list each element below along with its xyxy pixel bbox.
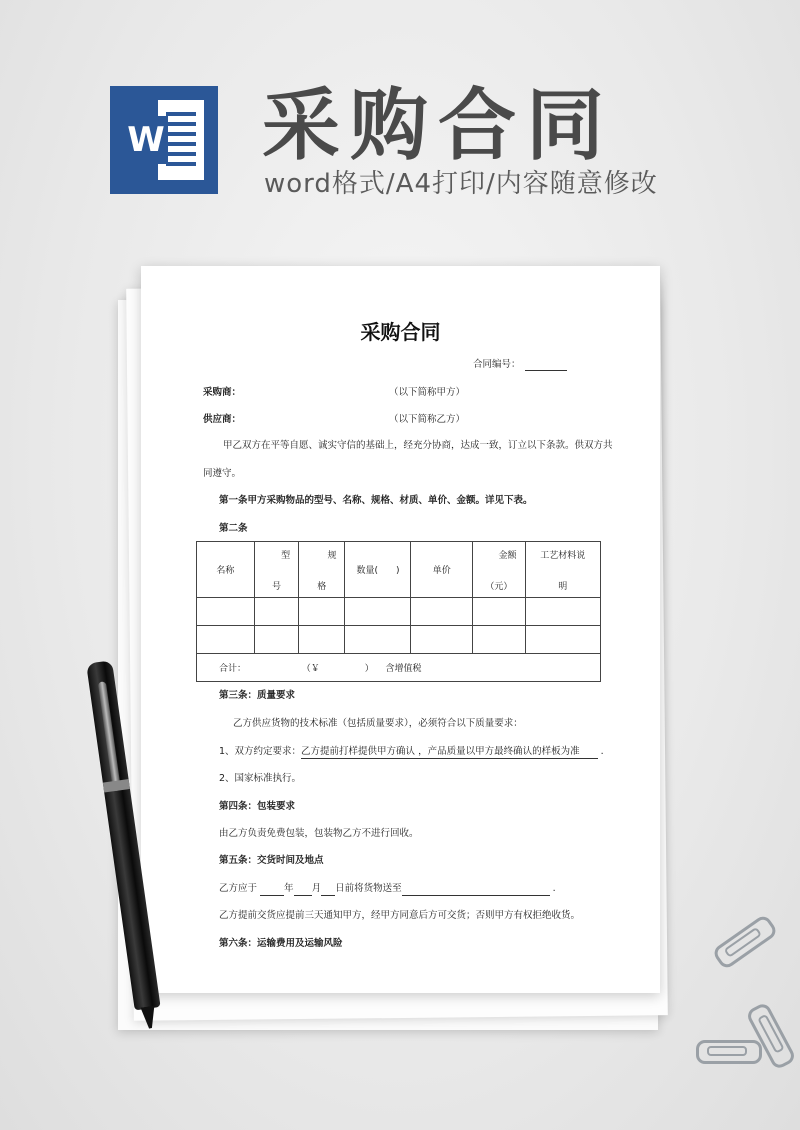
logo-letter: W [124, 116, 168, 164]
article-3-text: 乙方供应货物的技术标准（包括质量要求），必须符合以下质量要求： [233, 718, 523, 729]
table-row [197, 626, 601, 654]
article-6-title: 第六条：运输费用及运输风险 [219, 938, 343, 949]
article-3-title: 第三条：质量要求 [219, 690, 296, 701]
article-4-text: 由乙方负责免费包装，包装物乙方不进行回收。 [219, 828, 419, 839]
intro-line-1: 甲乙双方在平等自愿、诚实守信的基础上，经充分协商，达成一致，订立以下条款。供双方共 [223, 440, 613, 451]
col-quantity: 数量( ) [345, 542, 411, 598]
contract-page [141, 266, 660, 993]
supplier-note: （以下简称乙方） [389, 414, 466, 425]
col-spec: 规 格 [299, 542, 345, 598]
tax-note: 含增值税 [385, 664, 422, 674]
col-unit-price: 单价 [411, 542, 473, 598]
contract-no-label: 合同编号： [473, 359, 521, 370]
buyer-label: 采购商： [203, 387, 242, 398]
document-title: 采购合同 [360, 320, 441, 344]
total-value: （￥ ） [301, 664, 374, 674]
article-2: 第二条 [219, 523, 248, 534]
col-craft: 工艺材料说 明 [525, 542, 600, 598]
supplier-label: 供应商： [203, 414, 242, 425]
article-5-text-2: 乙方提前交货应提前三天通知甲方，经甲方同意后方可交货；否则甲方有权拒绝收货。 [219, 910, 581, 921]
total-label: 合计： [219, 664, 247, 674]
header-title: 采购合同 [262, 81, 615, 171]
table-total-row [197, 654, 601, 682]
col-name: 名称 [197, 542, 255, 598]
article-4-title: 第四条：包装要求 [219, 801, 296, 812]
article-1: 第一条甲方采购物品的型号、名称、规格、材质、单价、金额。详见下表。 [219, 495, 533, 506]
col-amount: 金额 （元） [473, 542, 525, 598]
article-5-title: 第五条：交货时间及地点 [219, 855, 324, 866]
col-model: 型 号 [254, 542, 298, 598]
contract-no-field[interactable] [525, 358, 567, 371]
word-logo-icon [110, 86, 218, 194]
table-header-row [197, 542, 601, 598]
header-subtitle: word格式/A4打印/内容随意修改 [264, 169, 658, 199]
article-5-delivery-line: 乙方应于 年 月 日前将货物送至 . [219, 883, 556, 894]
intro-line-2: 同遵守。 [203, 468, 242, 479]
paperclip-icon [696, 1040, 762, 1064]
article-3-item-1: 1、双方约定要求：乙方提前打样提供甲方确认 ，产品质量以甲方最终确认的样板为准 . [219, 746, 604, 757]
article-3-item-2: 2、国家标准执行。 [219, 773, 302, 784]
table-row [197, 598, 601, 626]
items-table [196, 541, 601, 682]
article-3-item-1-underlined: 乙方提前打样提供甲方确认 ，产品质量以甲方最终确认的样板为准 [301, 746, 580, 757]
buyer-note: （以下简称甲方） [389, 387, 466, 398]
